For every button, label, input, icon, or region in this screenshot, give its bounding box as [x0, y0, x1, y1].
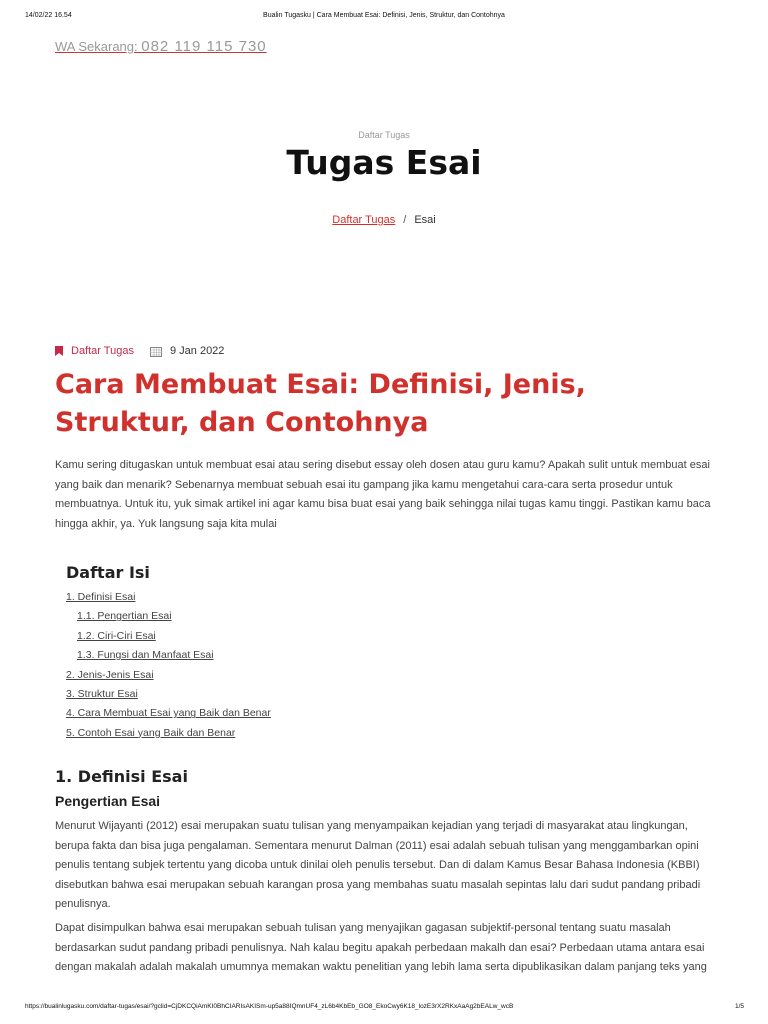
- breadcrumb-parent-link[interactable]: Daftar Tugas: [332, 214, 396, 226]
- article-meta: [55, 345, 224, 357]
- bookmark-icon: [55, 346, 63, 356]
- toc-title: Daftar Isi: [66, 563, 150, 582]
- toc-link[interactable]: 1.3. Fungsi dan Manfaat Esai: [77, 649, 214, 662]
- wa-number: 082 119 115 730: [141, 38, 267, 55]
- print-url: https://bualinlugasku.com/daftar-tugas/esai/?gclid=CjDKCQiAmKI0BhCIARIsAKISm-up5a88IQmnUF4_zL6b4KbEb_GO8_EkoCwy6K18_lozE3rX2RKxAaAg2bEALw_wcB: [25, 1003, 514, 1010]
- toc-link[interactable]: 3. Struktur Esai: [66, 688, 138, 701]
- print-datetime: 14/02/22 16.54: [25, 12, 72, 19]
- section-heading: 1. Definisi Esai: [55, 767, 188, 786]
- wa-label: WA Sekarang:: [55, 39, 138, 54]
- toc-link[interactable]: 4. Cara Membuat Esai yang Baik dan Benar: [66, 707, 271, 720]
- category-link[interactable]: Daftar Tugas: [71, 345, 134, 357]
- table-of-contents: [66, 563, 271, 743]
- print-title: Bualin Tugasku | Cara Membuat Esai: Definisi, Jenis, Struktur, dan Contohnya: [263, 12, 505, 19]
- breadcrumb-separator: /: [403, 214, 407, 226]
- article-date: 9 Jan 2022: [169, 345, 225, 357]
- article-intro: Kamu sering ditugaskan untuk membuat esai atau sering disebut essay oleh dosen atau guru kamu? Apakah sulit untuk membuat esai yang baik dan menarik? Sebenarnya membuat sebuah esai itu gampang jika kamu mengetahui cara-cara serta prosedur untuk membuatnya. Untuk itu, yuk simak artikel ini agar kamu bisa buat esai yang baik sehingga nilai tugas kamu tinggi. Pastikan kamu baca hingga akhir, ya. Yuk langsung saja kita mulai: [55, 459, 711, 530]
- calendar-icon: [150, 346, 162, 357]
- toc-link[interactable]: 1. Definisi Esai: [66, 591, 136, 603]
- toc-link[interactable]: 1.2. Ciri-Ciri Esai: [77, 629, 156, 642]
- paragraph: Dapat disimpulkan bahwa esai merupakan sebuah tulisan yang menyajikan gagasan subjektif-personal tentang suatu masalah berdasarkan sudut pandang pribadi penulisnya. Nah kalau begitu apakah perbedaan makalh dan esai? Perbedaan utama antara esai dengan makalah adalah makalah umumnya memakan waktu penelitian yang lebih lama serta dipublikasikan dalam panjang teks yang: [55, 922, 707, 973]
- whatsapp-link[interactable]: [55, 38, 267, 55]
- article-title: Cara Membuat Esai: Definisi, Jenis, Struktur, dan Contohnya: [55, 369, 586, 438]
- paragraph: Menurut Wijayanti (2012) esai merupakan suatu tulisan yang menyampaikan kejadian yang terjadi di masyarakat atau lingkungan, berupa fakta dan bisa juga pengalaman. Sementara menurut Dalman (2011) esai adalah sebuah tulisan yang menggambarkan opini penulis tentang subjek tertentu yang dicoba untuk dinilai oleh penulis tersebut. Dan di dalam Kamus Besar Bahasa Indonesia (KBBI) disebutkan bahwa esai merupakan sebuah karangan prosa yang membahas suatu masalah sepintas lalu dari sudut pandang pribadi penulisnya.: [55, 820, 701, 910]
- breadcrumb-current: Esai: [414, 214, 436, 226]
- toc-link[interactable]: 1.1. Pengertian Esai: [77, 610, 172, 623]
- page-title: Tugas Esai: [286, 143, 482, 182]
- page-category: Daftar Tugas: [358, 130, 410, 140]
- print-page-number: 1/5: [735, 1003, 745, 1010]
- toc-link[interactable]: 5. Contoh Esai yang Baik dan Benar: [66, 726, 236, 739]
- toc-link[interactable]: 2. Jenis-Jenis Esai: [66, 668, 154, 681]
- breadcrumb: [0, 214, 768, 226]
- subsection-heading: Pengertian Esai: [55, 793, 161, 809]
